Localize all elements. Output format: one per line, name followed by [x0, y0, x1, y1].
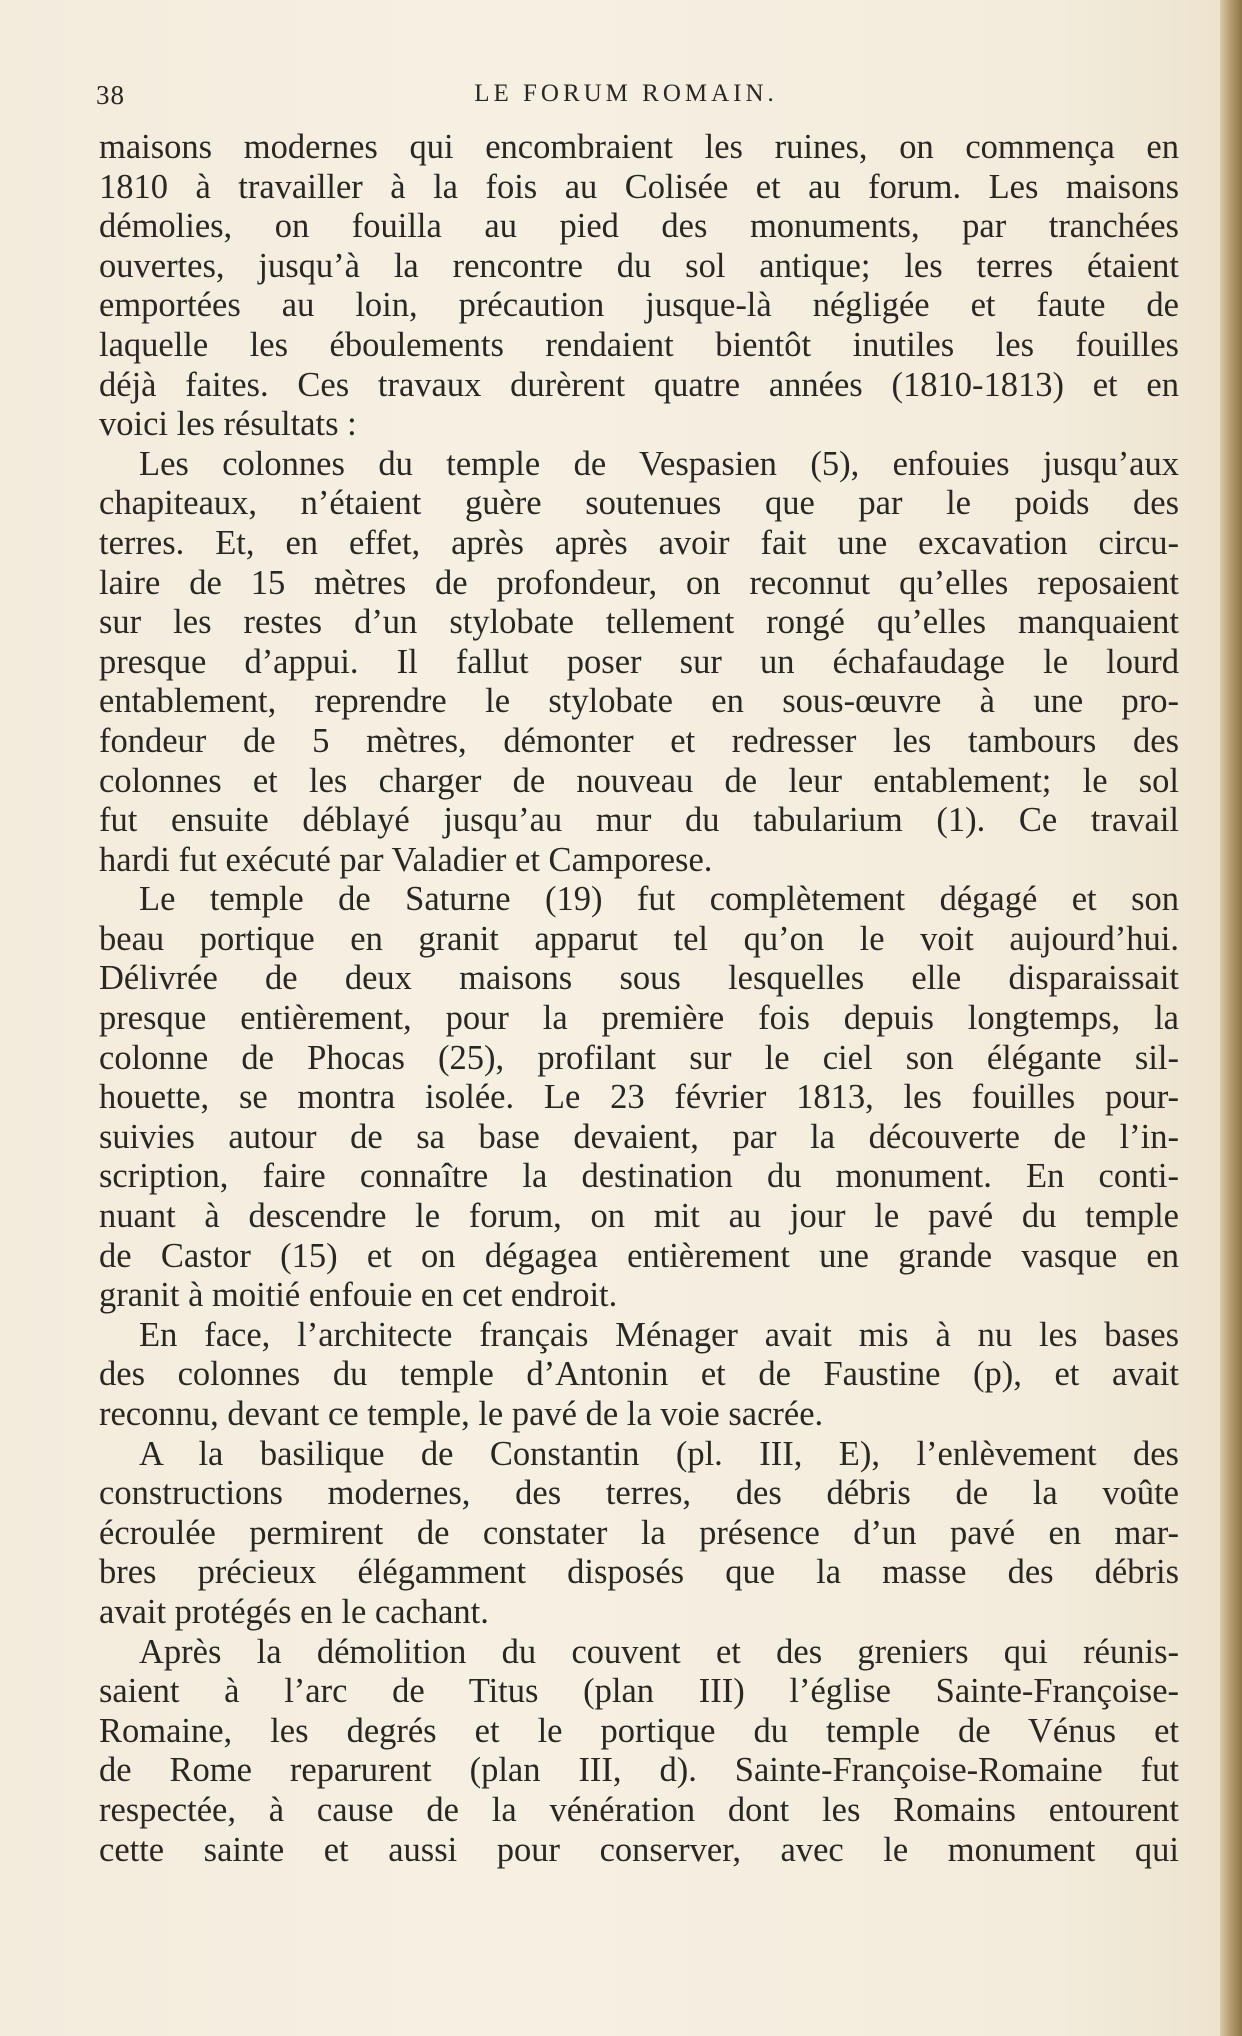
text-line: démolies, on fouilla au pied des monuments, par tranchées [99, 207, 1179, 246]
text-line: houette, se montra isolée. Le 23 février 1813, les fouilles pour- [99, 1078, 1179, 1117]
text-line: fut ensuite déblayé jusqu’au mur du tabularium (1). Ce travail [99, 801, 1179, 840]
text-line: presque entièrement, pour la première fois depuis longtemps, la [99, 999, 1179, 1038]
text-line: de Castor (15) et on dégagea entièrement une grande vasque en [99, 1236, 1179, 1275]
text-line: suivies autour de sa base devaient, par la découverte de l’in- [99, 1117, 1179, 1156]
text-line: respectée, à cause de la vénération dont les Romains entourent [99, 1790, 1179, 1829]
text-line: sur les restes d’un stylobate tellement rongé qu’elles manquaient [99, 603, 1179, 642]
text-line: laquelle les éboulements rendaient bientôt inutiles les fouilles [99, 325, 1179, 364]
text-line: reconnu, devant ce temple, le pavé de la voie sacrée. [99, 1395, 824, 1433]
text-line: beau portique en granit apparut tel qu’on le voit aujourd’hui. [99, 919, 1179, 958]
text-line: 1810 à travailler à la fois au Colisée et au forum. Les maisons [99, 167, 1179, 206]
text-line: chapiteaux, n’étaient guère soutenues que par le poids des [99, 484, 1179, 523]
text-line: voici les résultats : [99, 405, 357, 444]
text-line: Après la démolition du couvent et des greniers qui réunis- [139, 1632, 1179, 1671]
text-line: des colonnes du temple d’Antonin et de Faustine (p), et avait [99, 1355, 1179, 1394]
text-line: de Rome reparurent (plan III, d). Sainte-Françoise-Romaine fut [99, 1751, 1179, 1790]
page-number: 38 [96, 80, 125, 110]
text-line: saient à l’arc de Titus (plan III) l’église Sainte-Françoise- [99, 1672, 1179, 1711]
text-line: maisons modernes qui encombraient les ruines, on commença en [99, 128, 1179, 166]
text-line: déjà faites. Ces travaux durèrent quatre années (1810-1813) et en [99, 365, 1179, 404]
text-line: écroulée permirent de constater la présence d’un pavé en mar- [99, 1513, 1179, 1552]
text-line: Romaine, les degrés et le portique du temple de Vénus et [99, 1711, 1179, 1750]
text-line: terres. Et, en effet, après après avoir fait une excavation circu- [99, 523, 1179, 562]
text-line: avait protégés en le cachant. [99, 1592, 489, 1631]
text-line: constructions modernes, des terres, des débris de la voûte [99, 1474, 1179, 1513]
text-line: A la basilique de Constantin (pl. III, E), l’enlèvement des [139, 1434, 1179, 1473]
text-line: Délivrée de deux maisons sous lesquelles elle disparaissait [99, 959, 1179, 998]
page-edge [1220, 0, 1242, 2036]
text-line: granit à moitié enfouie en cet endroit. [99, 1276, 618, 1315]
text-line: ouvertes, jusqu’à la rencontre du sol antique; les terres étaient [99, 246, 1179, 285]
text-line: presque d’appui. Il fallut poser sur un échafaudage le lourd [99, 642, 1179, 681]
text-line: scription, faire connaître la destination du monument. En conti- [99, 1157, 1179, 1196]
text-line: bres précieux élégamment disposés que la masse des débris [99, 1553, 1179, 1592]
text-line: hardi fut exécuté par Valadier et Camporese. [99, 840, 713, 879]
text-line: colonnes et les charger de nouveau de leur entablement; le sol [99, 761, 1179, 800]
text-line: nuant à descendre le forum, on mit au jour le pavé du temple [99, 1197, 1179, 1236]
text-line: Le temple de Saturne (19) fut complètement dégagé et son [139, 880, 1179, 919]
text-line: En face, l’architecte français Ménager avait mis à nu les bases [139, 1315, 1179, 1354]
text-line: cette sainte et aussi pour conserver, avec le monument qui [99, 1830, 1179, 1869]
body-text [99, 128, 1179, 1870]
text-line: emportées au loin, précaution jusque-là négligée et faute de [99, 286, 1179, 325]
running-header [96, 80, 1156, 114]
running-title: LE FORUM ROMAIN. [474, 80, 778, 107]
text-line: colonne de Phocas (25), profilant sur le ciel son élégante sil- [99, 1038, 1179, 1077]
text-line: Les colonnes du temple de Vespasien (5), enfouies jusqu’aux [139, 444, 1179, 483]
text-line: fondeur de 5 mètres, démonter et redresser les tambours des [99, 721, 1179, 760]
text-line: laire de 15 mètres de profondeur, on reconnut qu’elles reposaient [99, 563, 1179, 602]
text-line: entablement, reprendre le stylobate en sous-œuvre à une pro- [99, 682, 1179, 721]
